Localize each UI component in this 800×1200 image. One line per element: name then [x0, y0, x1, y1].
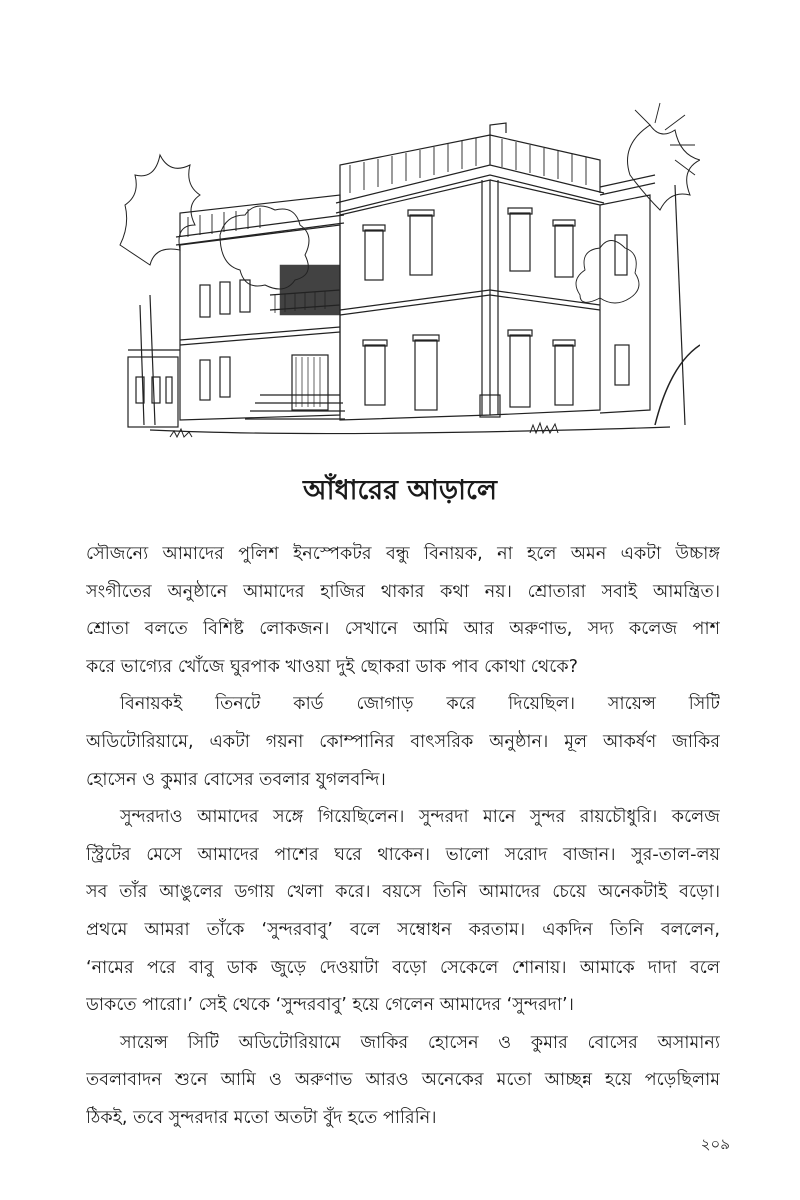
text-line: সৌজন্যে আমাদের পুলিশ ইনস্পেকটর বন্ধু বিনায়ক, না হলে অমন একটা উচ্চাঙ্গ — [86, 544, 720, 564]
text-line: বিনায়কই তিনটে কার্ড জোগাড় করে দিয়েছিল। সায়েন্স সিটি — [120, 694, 720, 715]
text-line: প্রথমে আমরা তাঁকে ‘সুন্দরবাবু’ বলে সম্বোধন করতাম। একদিন তিনি বললেন, — [86, 919, 720, 940]
story-body — [86, 536, 720, 1138]
text-line: ‘নামের পরে বাবু ডাক জুড়ে দেওয়াটা বড়ো সেকেলে শোনায়। আমাকে দাদা বলে — [86, 957, 720, 978]
text-line: সংগীতের অনুষ্ঠানে আমাদের হাজির থাকার কথা নয়। শ্রোতারা সবাই আমন্ত্রিত। — [86, 581, 720, 602]
paragraph-2 — [86, 686, 720, 799]
text-line: ডাকতে পারো।’ সেই থেকে ‘সুন্দরবাবু’ হয়ে গেলেন আমাদের ‘সুন্দরদা’। — [86, 995, 574, 1016]
text-line: সায়েন্স সিটি অডিটোরিয়ামে জাকির হোসেন ও কুমার বোসের অসামান্য — [120, 1032, 720, 1053]
text-line: স্ট্রিটের মেসে আমাদের পাশের ঘরে থাকেন। ভালো সরোদ বাজান। সুর-তাল-লয় — [86, 844, 720, 865]
text-line: হোসেন ও কুমার বোসের তবলার যুগলবন্দি। — [86, 769, 386, 790]
paragraph-1 — [86, 536, 720, 686]
chapter-title: আঁধারের আড়ালে — [303, 475, 497, 506]
text-line: করে ভাগ্যের খোঁজে ঘুরপাক খাওয়া দুই ছোকরা ডাক পাব কোথা থেকে? — [86, 656, 579, 677]
page-number: ২০৯ — [700, 1135, 730, 1153]
text-line: অডিটোরিয়ামে, একটা গয়না কোম্পানির বাৎসরিক অনুষ্ঠান। মূল আকর্ষণ জাকির — [86, 731, 720, 752]
paragraph-4 — [86, 1025, 720, 1138]
text-line: সব তাঁর আঙুলের ডগায় খেলা করে। বয়সে তিনি আমাদের চেয়ে অনেকটাই বড়ো। — [86, 882, 720, 903]
text-line: তবলাবাদন শুনে আমি ও অরুণাভ আরও অনেকের মতো আচ্ছন্ন হয়ে পড়েছিলাম — [86, 1070, 720, 1091]
text-line: শ্রোতা বলতে বিশিষ্ট লোকজন। সেখানে আমি আর অরুণাভ, সদ্য কলেজ পাশ — [86, 619, 720, 640]
text-line: ঠিকই, তবে সুন্দরদার মতো অতটা বুঁদ হতে পারিনি। — [86, 1107, 437, 1128]
paragraph-3 — [86, 799, 720, 1025]
house-illustration — [110, 95, 700, 455]
text-line: সুন্দরদাও আমাদের সঙ্গে গিয়েছিলেন। সুন্দরদা মানে সুন্দর রায়চৌধুরি। কলেজ — [120, 807, 720, 828]
house-sketch-icon — [110, 95, 700, 455]
